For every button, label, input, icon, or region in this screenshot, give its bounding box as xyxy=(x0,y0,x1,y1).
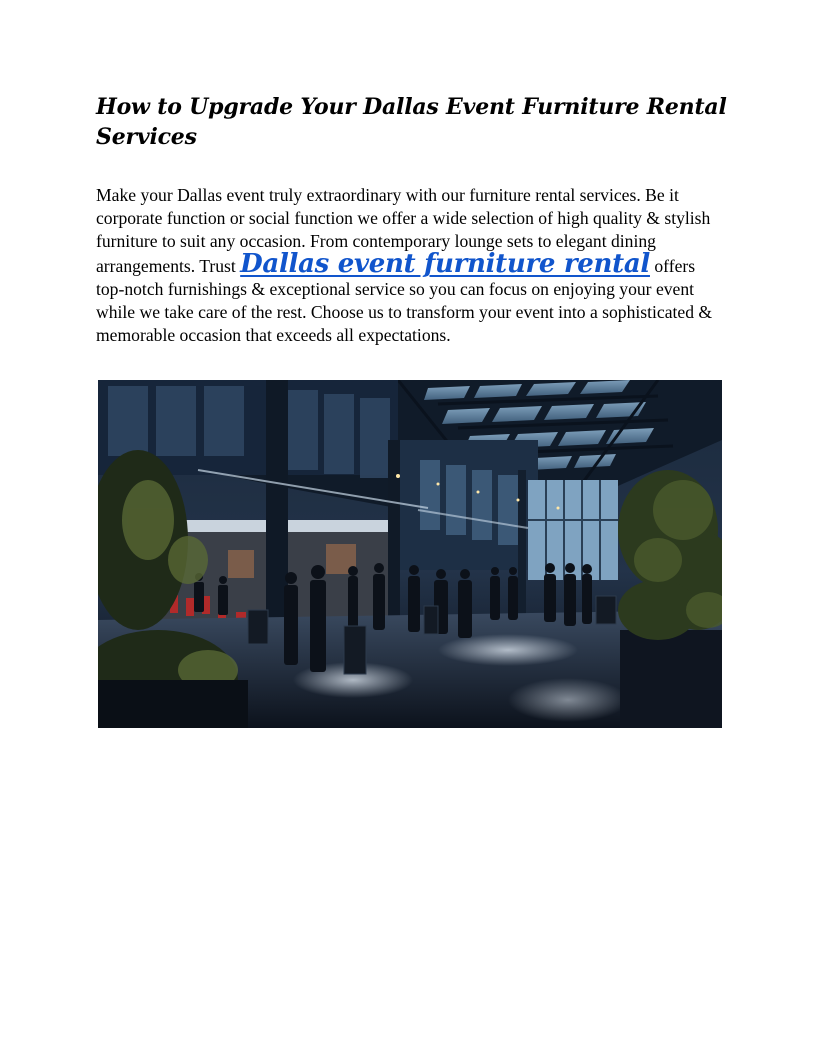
event-venue-photo xyxy=(98,380,722,728)
document-title: How to Upgrade Your Dallas Event Furniture Rental Services xyxy=(96,94,727,150)
body-paragraph xyxy=(96,184,722,347)
paragraph-text-after-link: offers top-notch furnishings & exceptional service so you can focus on enjoying your event while we take care of the rest. Choose us to transform your event into a sophisticated & memorable occasion that exceeds all expectations. xyxy=(96,256,713,345)
event-venue-illustration xyxy=(98,380,722,728)
dallas-event-furniture-rental-link[interactable]: Dallas event furniture rental xyxy=(240,249,650,280)
paragraph-text-before-link: Make your Dallas event truly extraordinary with our furniture rental services. Be it corporate function or social function we offer a wide selection of high quality & stylish furniture to suit any occasion. From contemporary lounge sets to elegant dining arrangements. Trust xyxy=(96,185,711,277)
